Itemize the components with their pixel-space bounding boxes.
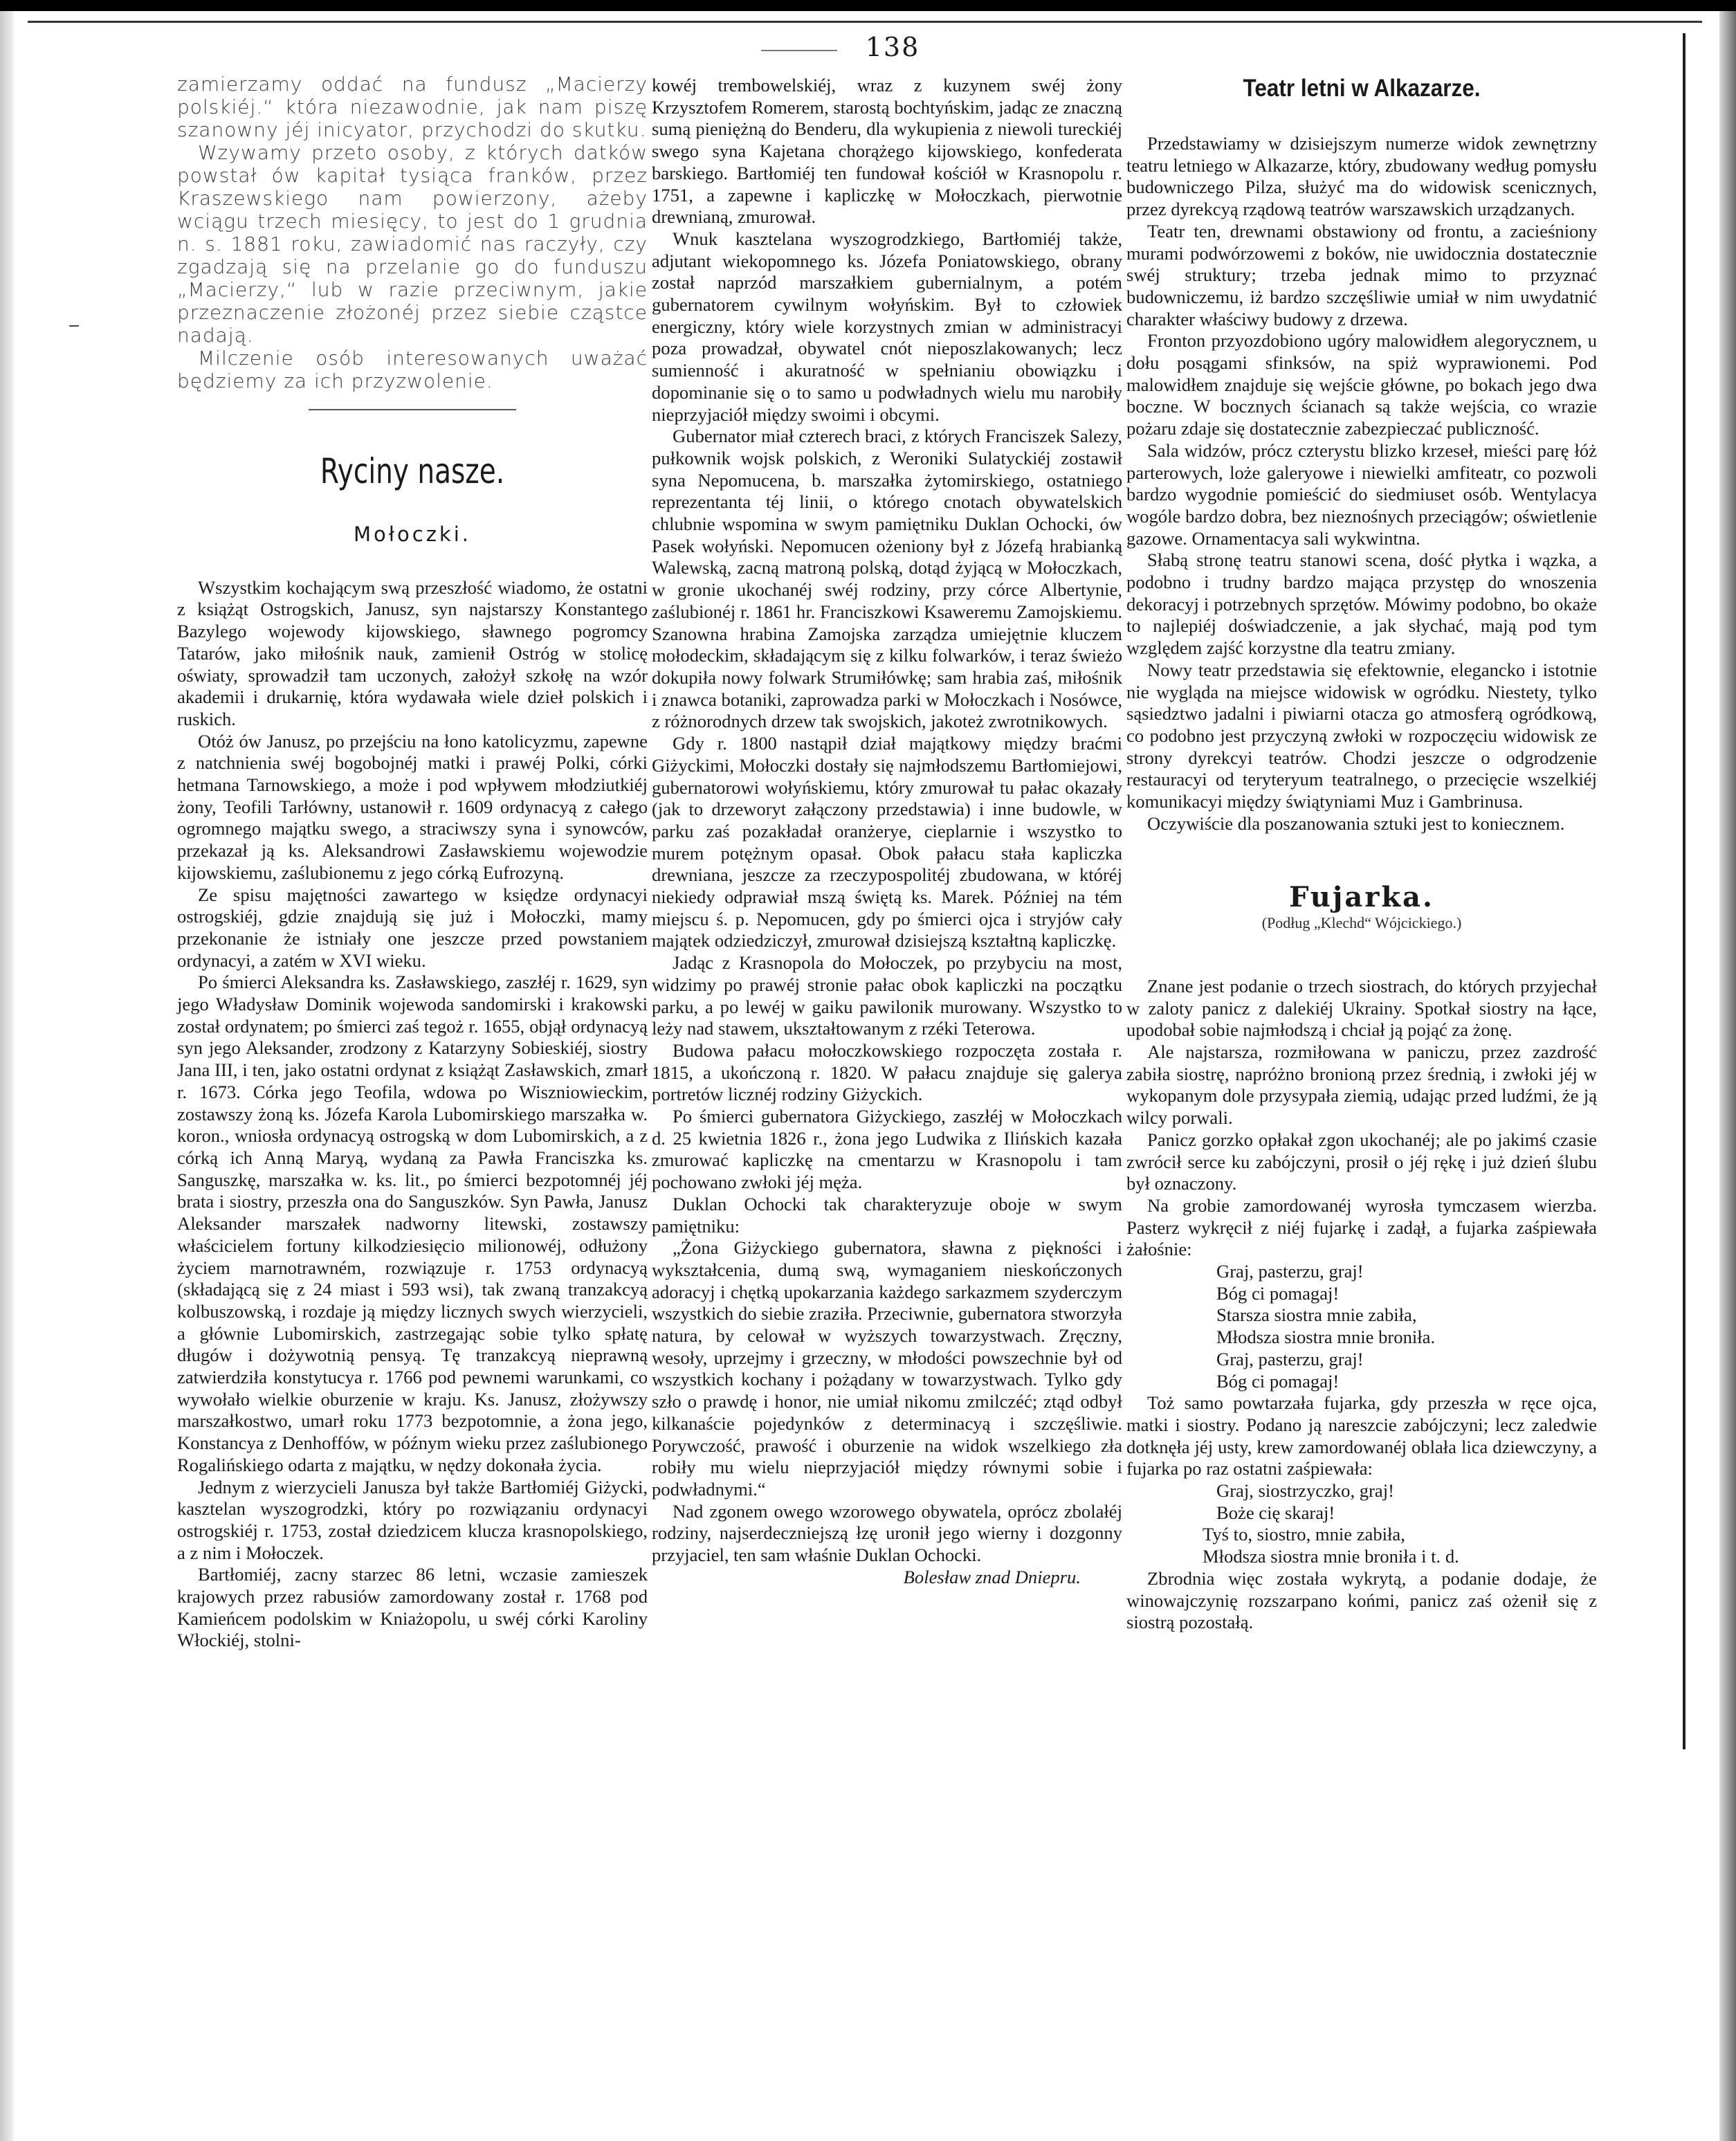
story-paragraph: Znane jest podanie o trzech siostrach, do których przyjechał w zaloty panicz z dalekiéj Ukrainy. Spotkał siostry na łące, upodobał sobie najmłodszą i chciał ją pojąć za żonę. bbox=[1126, 975, 1597, 1041]
article-paragraph: kowéj trembowelskiéj, wraz z kuzynem swéj żony Krzysztofem Romerem, starostą bochtyńskim, jadąc ze znaczną sumą pieniężną do Benderu, dla wykupienia z niewoli tureckiéj swego syna Kajetana chorążego kijowskiego, konfederata barskiego. Bartłomiéj ten fundował kościół w Krasnopolu r. 1751, a zapewne i kapliczkę w Mołoczkach, pierwotnie drewnianą, zmurował. bbox=[652, 75, 1122, 228]
theatre-paragraph: Oczywiście dla poszanowania sztuki jest to koniecznem. bbox=[1147, 812, 1565, 834]
intro-paragraph: zamierzamy oddać na fundusz „Macierzy polskiéj.“ która niezawodnie, jak nam piszę szanowny jéj inicyator, przychodzi do skutku. bbox=[177, 73, 648, 141]
article-paragraph: Jadąc z Krasnopola do Mołoczek, po przybyciu na most, widzimy po prawéj stronie pałac obok kapliczki na początku parku, a po lewéj w gaiku pawilonik murowany. Wszystko to leży nad stawem, ukształtowanym z rzéki Teterowa. bbox=[652, 952, 1122, 1039]
verse-line: Graj, pasterzu, graj! bbox=[1216, 1261, 1364, 1282]
column-2 bbox=[652, 75, 1122, 1589]
theatre-paragraph: Nowy teatr przedstawia się efektownie, elegancko i istotnie nie wygląda na miejsce widowisk w ogródku. Niestety, tylko sąsiedztwo jadalni i piwiarni otacza go atmosferą ogródkową, co podobno jest przyczyną zwłoki w rozpoczęciu widowisk ze strony dyrekcyi teatrów. Chodzi jeszcze o odgrodzenie restauracyi od teryteryum teatralnego, o przecięcie wszelkiéj komunikacyi między świątyniami Muz i Gambrinusa. bbox=[1126, 659, 1597, 812]
story-paragraph: Na grobie zamordowanéj wyrosła tymczasem wierzba. Pasterz wykręcił z niéj fujarkę i zadął, a fujarka zaśpiewała żałośnie: bbox=[1126, 1194, 1597, 1260]
story-paragraph: Zbrodnia więc została wykrytą, a podanie dodaje, że winowajczynię rozszarpano końmi, panicz zaś ożenił się z siostrą pozostałą. bbox=[1126, 1567, 1597, 1633]
verse-line: Graj, siostrzyczko, graj! bbox=[1216, 1480, 1394, 1502]
verse-line: Młodsza siostra mnie broniła. bbox=[1216, 1327, 1436, 1348]
verse-line: Młodsza siostra mnie broniła i t. d. bbox=[1203, 1546, 1459, 1567]
top-border bbox=[0, 0, 1736, 11]
article-paragraph: Jednym z wierzycieli Janusza był także Bartłomiéj Giżycki, kasztelan wyszogrodzki, który po rozwiązaniu ordynacyi ostrogskiéj r. 1753, został dziedzicem klucza krasnopolskiego, a z nim i Mołoczek. bbox=[177, 1476, 648, 1563]
theatre-paragraph: Słabą stronę teatru stanowi scena, dość płytka i wązka, a podobno i trudny bardzo mająca przystęp do wnoszenia dekoracyj i potrzebnych sprzętów. Mówimy podobno, bo okaże to najlepiéj doświadczenie, a jak słychać, mają pod tym względem zajść korzystne dla teatru zmiany. bbox=[1126, 549, 1597, 659]
article-subtitle: Mołoczki. bbox=[354, 522, 471, 546]
section-title: Ryciny nasze. bbox=[320, 451, 505, 491]
page-left-edge bbox=[0, 0, 14, 2141]
article-paragraph: Wnuk kasztelana wyszogrodzkiego, Bartłomiéj także, adjutant wiekopomnego ks. Józefa Poniatowskiego, obrany został naprzód marszałkiem gubernialnym, a potém gubernatorem cywilnym wołyńskim. Był to człowiek energiczny, który wiele korzystnych zmian w administracyi poza prowadzał, obywatel cnót nieposzlakowanych; lecz sumienność i akuratność w spełnianiu obowiązku i dopominanie się o to samo u podwładnych wielu mu narobiły nieprzyjaciół między swoimi i obcymi. bbox=[652, 228, 1122, 425]
article-paragraph: Bartłomiéj, zacny starzec 86 letni, wczasie zamieszek krajowych przez rabusiów zamordowany został r. 1768 pod Kamieńcem podolskim w Kniażopolu, u swéj córki Karoliny Włockiéj, stolni- bbox=[177, 1564, 648, 1651]
verse-line: Boże cię skaraj! bbox=[1216, 1502, 1335, 1523]
theatre-title: Teatr letni w Alkazarze. bbox=[1243, 75, 1481, 102]
verse-line: Tyś to, siostro, mnie zabiła, bbox=[1203, 1524, 1405, 1545]
article-paragraph: Budowa pałacu mołoczkowskiego rozpoczęta została r. 1815, a ukończoną r. 1820. W pałacu znajduje się galerya portretów licznéj rodziny Giżyckich. bbox=[652, 1039, 1122, 1105]
article-paragraph: Otóż ów Janusz, po przejściu na łono katolicyzmu, zapewne z natchnienia swéj bogobojnéj matki i prawéj Polki, córki hetmana Tarnowskiego, a może i pod wpływem młodziutkiéj żony, Teofili Tarłówny, ustanowił r. 1609 ordynacyą z całego ogromnego majątku swego, a straciwszy syna i synowców, przekazał ją ks. Aleksandrowi Zasławskiemu wojewodzie kijowskiemu, zaślubionemu z jego córką Eufrozyną. bbox=[177, 730, 648, 883]
intro-paragraph: Wzywamy przeto osoby, z których datków powstał ów kapitał tysiąca franków, przez Kraszewskiego nam powierzony, ażeby wciągu trzech miesięcy, to jest do 1 grudnia n. s. 1881 roku, zawiadomić nas raczyły, czy zgadzają się na przelanie go do funduszu „Macierzy,“ lub w razie przeciwnym, jakie przeznaczenie złożonéj przez siebie cząstce nadają. bbox=[177, 141, 648, 347]
story-paragraph: Panicz gorzko opłakał zgon ukochanéj; ale po jakimś czasie zwrócił serce ku zabójczyni, prosił o jéj rękę i już dzień ślubu był oznaczony. bbox=[1126, 1129, 1597, 1194]
article-paragraph: Gubernator miał czterech braci, z których Franciszek Salezy, pułkownik wojsk polskich, z Weroniki Sulatyckiéj zostawił syna Nepomucena, b. marszałka żytomirskiego, ostatniego reprezentanta téj linii, o którego cnotach obywatelskich chlubnie wspomina w swym pamiętniku Duklan Ochocki, ów Pasek wołyński. Nepomucen ożeniony był z Józefą hrabianką Walewską, zacną matroną polską, dotąd żyjącą w Mołoczkach, w gronie ukochanéj swéj rodziny, przy córce Albertynie, zaślubionéj r. 1861 hr. Franciszkowi Ksaweremu Zamojskiemu. Szanowna hrabina Zamojska zarządza umiejętnie kluczem mołodeckim, składającym się z kilku folwarków, i teraz świeżo dokupiła nowy folwark Strumiłówkę; sam hrabia zaś, miłośnik i znawca botaniki, zaprowadza parki w Mołoczkach i Nosówce, z różnorodnych drzew tak swojskich, jakoteż zwrotnikowych. bbox=[652, 426, 1122, 732]
section-gap bbox=[1126, 835, 1597, 886]
story-paragraph: Toż samo powtarzała fujarka, gdy przeszła w ręce ojca, matki i siostry. Podano ją nareszcie zabójczyni; lecz zaledwie dotknęła jéj usty, krew zamordowanéj oblała lica dziewczyny, a fujarka po raz ostatni zaśpiewała: bbox=[1126, 1392, 1597, 1479]
margin-mark bbox=[69, 325, 79, 327]
theatre-paragraph: Sala widzów, prócz czterystu blizko krzeseł, mieści parę łóż parterowych, loże galeryowe i niewielki amfiteatr, co pozwoli bardzo wygodnie pomieścić do siedmiuset osób. Wentylacya wogóle bardzo dobra, bez nieznośnych przeciągów; oświetlenie gazowe. Ornamentacya sali wykwintna. bbox=[1126, 439, 1597, 549]
article-paragraph: Duklan Ochocki tak charakteryzuje oboje w swym pamiętniku: bbox=[652, 1193, 1122, 1237]
column-right-rule bbox=[1683, 33, 1685, 1749]
verse-line: Bóg ci pomagaj! bbox=[1216, 1370, 1340, 1392]
verse-line: Starsza siostra mnie zabiła, bbox=[1216, 1304, 1417, 1326]
article-paragraph: Wszystkim kochającym swą przeszłość wiadomo, że ostatni z książąt Ostrogskich, Janusz, syn najstarszy Konstantego Bazylego wojewody kijowskiego, sławnego pogromcy Tatarów, jako miłośnik nauk, zamienił Ostróg w stolicę oświaty, sprowadził tam uczonych, założył szkołę na wzór akademii i drukarnię, która wydawała wiele dzieł polskich i ruskich. bbox=[177, 576, 648, 729]
theatre-paragraph: Przedstawiamy w dzisiejszym numerze widok zewnętrzny teatru letniego w Alkazarze, który, zbudowany według pomysłu budowniczego Pilza, służyć ma do widowisk scenicznych, przez dyrekcyą rządową teatrów warszawskich urządzanych. bbox=[1126, 133, 1597, 220]
section-divider bbox=[309, 409, 516, 410]
story-paragraph: Ale najstarsza, rozmiłowana w paniczu, przez zazdrość zabiła siostrę, napróżno bronioną przez średnią, i zwłoki jéj w wykopanym dole przysypała ziemią, udając przed ludźmi, że ją wilcy porwali. bbox=[1126, 1041, 1597, 1129]
article-paragraph: Gdy r. 1800 nastąpił dział majątkowy między braćmi Giżyckimi, Mołoczki dostały się najmłodszemu Bartłomiejowi, gubernatorowi wołyńskiemu, który zmurował tu pałac okazały (jak to drzeworyt załączony przedstawia) i inne budowle, w parku zaś pozakładał oranżerye, cieplarnie i wszystko to murem potężnym opasał. Obok pałacu stała kapliczka drewniana, jeszcze za rzeczypospolitéj zbudowana, w któréj niekiedy odprawiał mszą świętą ks. Marek. Później na tém miejscu ś. p. Nepomucen, gdy po śmierci ojca i stryjów cały majątek odziedziczył, zmurował dzisiejszą kształtną kapliczkę. bbox=[652, 733, 1122, 951]
article-paragraph: Ze spisu majętności zawartego w księdze ordynacyi ostrogskiéj, gdzie znajdują się już i Mołoczki, mamy przekonanie że istniały one jeszcze przed powstaniem ordynacyi, a zatém w XVI wieku. bbox=[177, 884, 648, 971]
article-paragraph: Po śmierci gubernatora Giżyckiego, zaszłéj w Mołoczkach d. 25 kwietnia 1826 r., żona jego Ludwika z Ilińskich kazała zmurować kapliczkę na cmentarzu w Krasnopolu i tam pochowano zwłoki jéj męża. bbox=[652, 1106, 1122, 1193]
story-source: (Podług „Klechd“ Wójcickiego.) bbox=[1261, 914, 1462, 932]
page-number: 138 bbox=[865, 32, 920, 62]
header-rule bbox=[28, 21, 1702, 23]
intro-paragraph: Milczenie osób interesowanych uważać będziemy za ich przyzwolenie. bbox=[177, 347, 648, 392]
column-1 bbox=[177, 73, 648, 1652]
story-title: Fujarka. bbox=[1289, 880, 1434, 913]
page-number-dash bbox=[761, 50, 837, 51]
article-paragraph: Po śmierci Aleksandra ks. Zasławskiego, zaszłéj r. 1629, syn jego Władysław Dominik wojewoda sandomirski i krakowski został ordynatem; po śmierci zaś tegoż r. 1655, objął ordynacyą syn jego Aleksander, zrodzony z Katarzyny Sobieskiéj, siostry Jana III, i ten, jako ostatni ordynat z książąt Zasławskich, zmarł r. 1673. Córka jego Teofila, wdowa po Wiszniowieckim, zostawszy żoną ks. Józefa Karola Lubomirskiego marszałka w. koron., wniosła ordynacyą ostrogską w dom Lubomirskich, a z córką ich Anną Maryą, wydaną za Pawła Franciszka ks. Sanguszkę, marszałka w. ks. lit., po śmierci bezpotomnéj jéj brata i siostry, przeszła ona do Sanguszków. Syn Pawła, Janusz Aleksander marszałek nadworny litewski, zostawszy właścicielem fortuny kilkodziesięcio milionowéj, odłużony życiem marnotrawném, rozwiązuje r. 1753 ordynacyą (składającą się z 24 miast i 593 wsi), tak zwaną tranzakcyą kolbuszowską, i rozdaje ją między licznych swych wierzycieli, a głównie Lubomirskich, zastrzegając sobie tylko spłatę długów i dożywotnią pensyą. Tę tranzakcyą nieprawną zatwierdziła konstytucya r. 1766 pod pewnemi warunkami, co wywołało wielkie oburzenie w kraju. Ks. Janusz, złożywszy marszałkostwo, umarł roku 1773 bezpotomnie, a żona jego, Konstancya z Denhoffów, w późnym wieku przez zaślubionego Rogalińskiego odarta z majątku, w nędzy dokonała życia. bbox=[177, 972, 648, 1475]
verse-line: Graj, pasterzu, graj! bbox=[1216, 1348, 1364, 1369]
page-right-edge bbox=[1719, 0, 1736, 2141]
column-3 bbox=[1126, 75, 1597, 1634]
theatre-paragraph: Fronton przyozdobiono ugóry malowidłem alegorycznem, u dołu posągami sfinksów, na spiż wyprawionemi. Pod malowidłem znajduje się wejście główne, po bokach jego dwa boczne. W bocznych ścianach są także wejścia, co wrazie pożaru zdaje się dostatecznie zabezpieczać publiczność. bbox=[1126, 330, 1597, 439]
verse-line: Bóg ci pomagaj! bbox=[1216, 1282, 1340, 1304]
theatre-paragraph: Teatr ten, drewnami obstawiony od frontu, a zacieśniony murami podwórzowemi z boków, nie uwidocznia dostatecznie swéj struktury; trzeba jednak mimo to przyznać budowniczemu, iż bardzo szczęśliwie umiał w nim uwydatnić charakter właściwy budowy z drzewa. bbox=[1126, 220, 1597, 329]
quote-paragraph: „Żona Giżyckiego gubernatora, sławna z piękności i wykształcenia, dumą swą, wymaganiem nieskończonych adoracyj i chętką upokarzania każdego sarkazmem szyderczym wszystkich do siebie zraziła. Przeciwnie, gubernatora stworzyła natura, by celował w wyższych towarzystwach. Zręczny, wesoły, uprzejmy i grzeczny, w młodości powszechnie był od wszystkich kochany i pożądany w towarzystwach. Tylko gdy szło o prawdę i honor, nie umiał nikomu zmilczéć; ztąd odbył kilkanaście pojedynków z determinacyą i szczęśliwie. Porywczość, prawość i oburzenie na widok wszelkiego zła robiły mu wielu nieprzyjaciół między równymi sobie i podwładnymi.“ bbox=[652, 1237, 1122, 1500]
author-signature: Bolesław znad Dniepru. bbox=[903, 1566, 1081, 1587]
article-paragraph: Nad zgonem owego wzorowego obywatela, oprócz zbolałéj rodziny, najserdeczniejszą łzę uronił jego wierny i dozgonny przyjaciel, ten sam właśnie Duklan Ochocki. bbox=[652, 1500, 1122, 1566]
